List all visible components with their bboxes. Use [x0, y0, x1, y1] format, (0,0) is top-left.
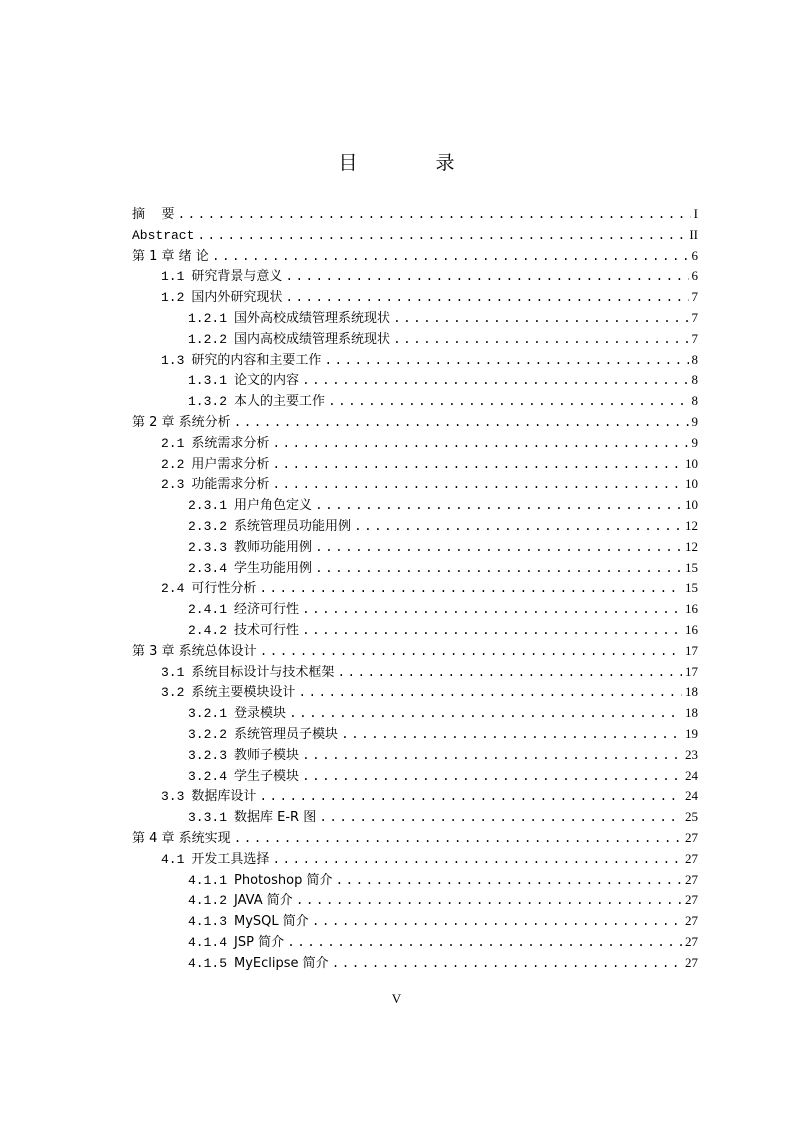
toc-entry[interactable]	[132, 474, 698, 495]
toc-leader-dots	[324, 351, 688, 372]
toc-entry-label: 技术可行性	[234, 622, 300, 638]
toc-leader-dots	[302, 371, 688, 392]
toc-entry-label: Photoshop 简介	[234, 872, 333, 888]
toc-entry-page: 12	[685, 538, 698, 554]
toc-entry-label: 论文的内容	[234, 373, 300, 389]
toc-entry-page: 27	[685, 933, 698, 949]
toc-entry[interactable]	[132, 849, 698, 870]
toc-entry-page: 27	[685, 829, 698, 845]
toc-entry-number: 3.2.3	[188, 747, 228, 763]
toc-entry-page: 12	[685, 517, 698, 533]
toc-entry-page: 15	[685, 580, 698, 596]
table-of-contents	[132, 204, 698, 973]
toc-entry-page: 10	[685, 497, 698, 513]
toc-entry-label: 数据库 E-R 图	[234, 810, 317, 826]
toc-entry[interactable]	[132, 266, 698, 287]
toc-leader-dots	[212, 247, 689, 268]
toc-entry[interactable]	[132, 370, 698, 391]
toc-entry-number: 1.3.1	[188, 373, 228, 389]
toc-entry-page: 27	[685, 892, 698, 908]
toc-leader-dots	[302, 767, 682, 788]
toc-leader-dots	[260, 642, 682, 663]
toc-entry-label: 摘 要	[132, 207, 175, 222]
toc-entry-number: 4.1.5	[188, 955, 228, 971]
toc-entry-number: 3.1	[161, 664, 185, 680]
toc-entry-label: 第 3 章 系统总体设计	[132, 643, 257, 659]
toc-entry-number: 4.1.2	[188, 893, 228, 909]
toc-entry-label: 第 4 章 系统实现	[132, 830, 231, 846]
toc-entry-number: 2.3.1	[188, 498, 228, 514]
toc-entry-page: 7	[691, 330, 698, 346]
toc-entry-number: 2.3.4	[188, 560, 228, 576]
toc-entry-number: 2.2	[161, 456, 185, 472]
toc-entry[interactable]	[132, 932, 698, 953]
toc-entry-label: 国内高校成绩管理系统现状	[234, 331, 391, 347]
toc-entry-number: 1.3	[161, 352, 185, 368]
toc-entry[interactable]	[132, 703, 698, 724]
toc-entry-number: 2.1	[161, 435, 185, 451]
toc-entry-number: 2.3	[161, 477, 185, 493]
toc-entry-label: JSP 简介	[234, 934, 285, 950]
toc-entry[interactable]	[132, 454, 698, 475]
toc-entry[interactable]	[132, 578, 698, 599]
toc-entry-number: 2.3.3	[188, 539, 228, 555]
toc-entry[interactable]	[132, 412, 698, 433]
toc-entry[interactable]	[132, 391, 698, 412]
toc-entry-label: 经济可行性	[234, 602, 300, 618]
toc-entry-page: 8	[691, 372, 698, 388]
page-number: V	[391, 991, 402, 1006]
toc-entry[interactable]	[132, 516, 698, 537]
toc-entry-label: 系统管理员子模块	[234, 726, 339, 742]
toc-entry[interactable]	[132, 308, 698, 329]
toc-entry[interactable]	[132, 537, 698, 558]
toc-leader-dots	[315, 496, 682, 517]
toc-entry-number: 1.2.1	[188, 310, 228, 326]
toc-leader-dots	[289, 704, 682, 725]
toc-entry-label: 数据库设计	[191, 789, 257, 805]
toc-entry-number: 2.4	[161, 581, 185, 597]
toc-entry-page: 16	[685, 621, 698, 637]
toc-leader-dots	[259, 579, 682, 600]
toc-leader-dots	[335, 871, 682, 892]
toc-entry-label: MyEclipse 简介	[234, 955, 329, 971]
toc-entry[interactable]	[132, 807, 698, 828]
toc-entry-label: 教师功能用例	[234, 539, 313, 555]
toc-leader-dots	[341, 725, 682, 746]
toc-entry-number: 2.4.2	[188, 622, 228, 638]
toc-entry-page: 10	[685, 476, 698, 492]
toc-entry[interactable]	[132, 599, 698, 620]
page-title: 目 录	[338, 152, 491, 174]
toc-leader-dots	[315, 538, 682, 559]
toc-leader-dots	[328, 392, 688, 413]
toc-leader-dots	[302, 746, 682, 767]
toc-entry-label: 系统管理员功能用例	[234, 518, 352, 534]
toc-entry-number: 4.1	[161, 851, 185, 867]
toc-entry[interactable]	[132, 287, 698, 308]
toc-leader-dots	[287, 933, 682, 954]
toc-leader-dots	[302, 600, 682, 621]
toc-entry-number: 1.2	[161, 290, 185, 306]
toc-entry-page: 17	[685, 663, 698, 679]
toc-entry-page: 24	[685, 767, 698, 783]
toc-entry-page: 7	[691, 289, 698, 305]
toc-leader-dots	[393, 309, 688, 330]
toc-entry[interactable]	[132, 766, 698, 787]
toc-entry-number: 4.1.4	[188, 934, 228, 950]
toc-entry[interactable]	[132, 786, 698, 807]
toc-entry[interactable]	[132, 641, 698, 662]
toc-entry-number: 3.2	[161, 685, 185, 701]
toc-leader-dots	[234, 413, 689, 434]
toc-entry-label: MySQL 简介	[234, 914, 309, 930]
toc-entry-label: Abstract	[132, 227, 195, 243]
toc-entry[interactable]	[132, 558, 698, 579]
toc-entry-number: 3.2.1	[188, 706, 228, 722]
toc-entry[interactable]	[132, 204, 698, 225]
toc-leader-dots	[302, 621, 682, 642]
toc-entry-label: 学生功能用例	[234, 560, 313, 576]
toc-entry-number: 1.2.2	[188, 331, 228, 347]
toc-leader-dots	[272, 455, 682, 476]
toc-leader-dots	[272, 850, 682, 871]
toc-entry[interactable]	[132, 911, 698, 932]
toc-entry-page: 6	[691, 247, 698, 263]
toc-entry-page: 27	[685, 913, 698, 929]
toc-entry-label: 学生子模块	[234, 768, 300, 784]
toc-entry[interactable]	[132, 724, 698, 745]
toc-entry[interactable]	[132, 828, 698, 849]
toc-entry-number: 3.2.4	[188, 768, 228, 784]
toc-entry-page: 24	[685, 788, 698, 804]
toc-leader-dots	[337, 663, 682, 684]
toc-entry[interactable]	[132, 953, 698, 974]
toc-entry[interactable]	[132, 350, 698, 371]
toc-entry-number: 1.1	[161, 269, 185, 285]
toc-entry-number: 4.1.3	[188, 914, 228, 930]
toc-entry-page: 7	[691, 309, 698, 325]
toc-entry-page: 23	[685, 746, 698, 762]
toc-leader-dots	[319, 808, 682, 829]
toc-entry-label: 研究的内容和主要工作	[191, 352, 322, 368]
toc-entry-label: 系统目标设计与技术框架	[191, 664, 335, 680]
toc-entry-label: 可行性分析	[191, 581, 257, 597]
toc-entry-page: 10	[685, 455, 698, 471]
toc-leader-dots	[332, 954, 682, 975]
toc-entry[interactable]	[132, 433, 698, 454]
toc-entry-page: I	[693, 206, 698, 221]
toc-entry[interactable]	[132, 682, 698, 703]
toc-entry-page: 18	[685, 684, 698, 700]
toc-entry[interactable]	[132, 745, 698, 766]
toc-entry-label: 研究背景与意义	[191, 269, 283, 285]
toc-entry-number: 2.3.2	[188, 518, 228, 534]
toc-entry-number: 3.2.2	[188, 726, 228, 742]
toc-leader-dots	[272, 475, 682, 496]
toc-leader-dots	[296, 891, 682, 912]
toc-entry[interactable]	[132, 662, 698, 683]
toc-entry-page: 16	[685, 601, 698, 617]
toc-entry-page: 9	[691, 434, 698, 450]
toc-entry-label: 登录模块	[234, 706, 287, 722]
toc-entry-label: JAVA 简介	[234, 893, 293, 909]
toc-leader-dots	[298, 683, 682, 704]
toc-entry[interactable]	[132, 246, 698, 267]
toc-entry-page: 25	[685, 809, 698, 825]
toc-entry-page: 18	[685, 705, 698, 721]
toc-entry[interactable]	[132, 329, 698, 350]
toc-entry-label: 教师子模块	[234, 747, 300, 763]
toc-entry-page: 19	[685, 725, 698, 741]
toc-entry-page: 15	[685, 559, 698, 575]
toc-entry-label: 功能需求分析	[191, 477, 270, 493]
toc-entry-page: 27	[685, 850, 698, 866]
toc-entry-page: 9	[691, 413, 698, 429]
toc-entry-page: 8	[691, 351, 698, 367]
toc-leader-dots	[272, 434, 688, 455]
toc-entry-number: 3.3	[161, 789, 185, 805]
toc-entry-page: 27	[685, 871, 698, 887]
toc-entry-page: 8	[691, 393, 698, 409]
toc-leader-dots	[354, 517, 682, 538]
toc-entry-page: II	[689, 226, 698, 242]
toc-entry[interactable]	[132, 870, 698, 891]
toc-entry-label: 本人的主要工作	[234, 394, 326, 410]
toc-entry[interactable]	[132, 620, 698, 641]
toc-entry[interactable]	[132, 225, 698, 246]
toc-leader-dots	[234, 829, 682, 850]
toc-entry-label: 第 2 章 系统分析	[132, 414, 231, 430]
toc-entry-number: 1.3.2	[188, 394, 228, 410]
toc-leader-dots	[178, 205, 691, 226]
toc-entry-label: 用户需求分析	[191, 456, 270, 472]
toc-leader-dots	[197, 226, 686, 247]
toc-entry-number: 3.3.1	[188, 810, 228, 826]
toc-entry-label: 用户角色定义	[234, 498, 313, 514]
toc-entry-page: 6	[691, 268, 698, 284]
toc-entry[interactable]	[132, 890, 698, 911]
toc-leader-dots	[285, 288, 688, 309]
toc-leader-dots	[285, 267, 688, 288]
toc-entry-page: 17	[685, 642, 698, 658]
toc-entry-label: 系统需求分析	[191, 435, 270, 451]
toc-leader-dots	[312, 912, 682, 933]
toc-entry[interactable]	[132, 495, 698, 516]
toc-entry-label: 开发工具选择	[191, 851, 270, 867]
toc-entry-page: 27	[685, 954, 698, 970]
toc-entry-label: 国内外研究现状	[191, 290, 283, 306]
toc-entry-label: 第 1 章 绪 论	[132, 248, 209, 264]
toc-entry-label: 系统主要模块设计	[191, 685, 296, 701]
toc-entry-number: 2.4.1	[188, 602, 228, 618]
toc-leader-dots	[393, 330, 688, 351]
toc-leader-dots	[259, 787, 682, 808]
toc-entry-label: 国外高校成绩管理系统现状	[234, 310, 391, 326]
toc-entry-number: 4.1.1	[188, 872, 228, 888]
toc-leader-dots	[315, 559, 682, 580]
